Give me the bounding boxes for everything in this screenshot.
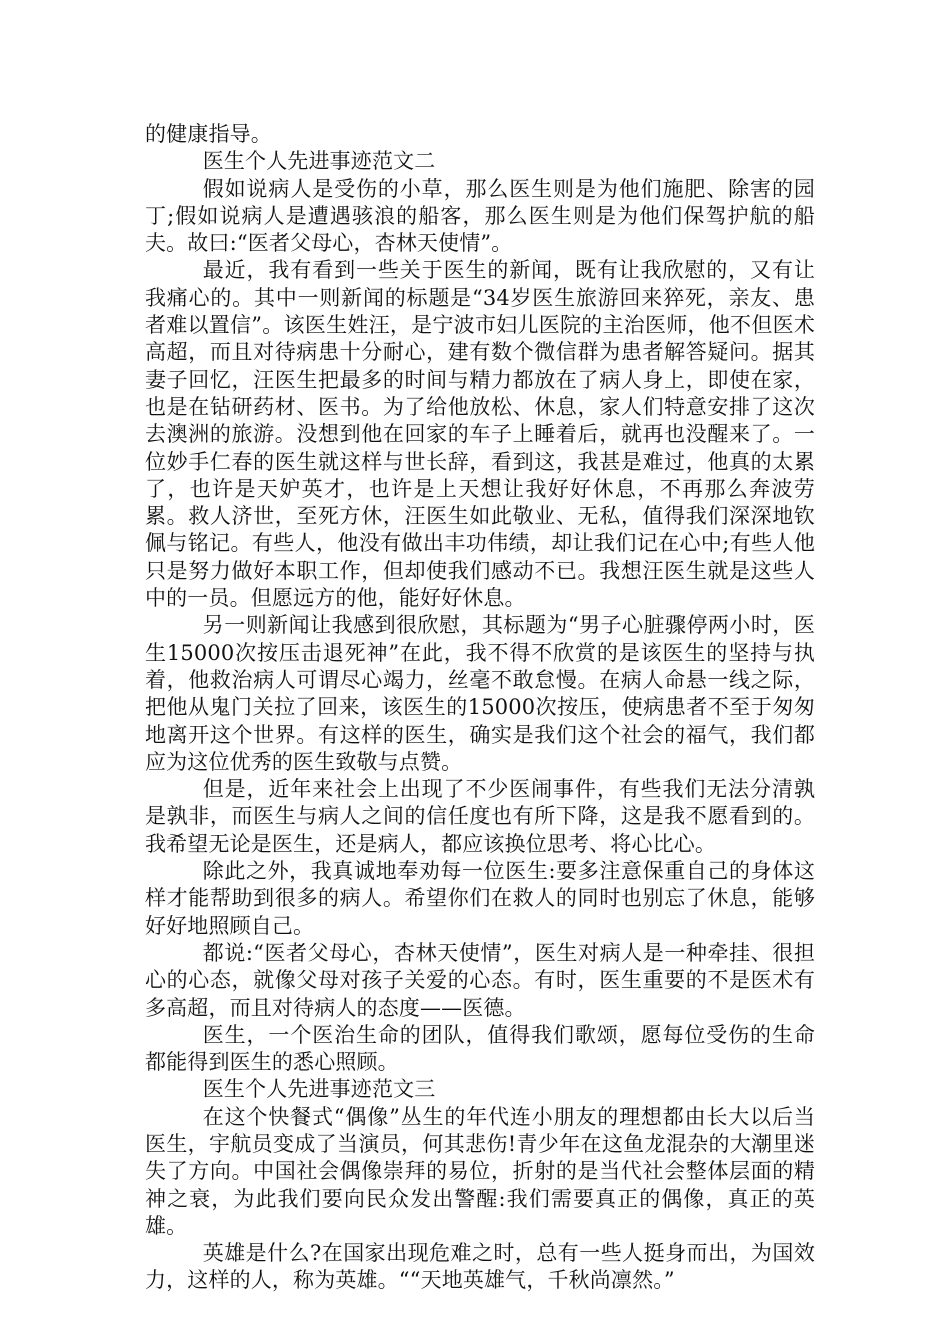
paragraph: 最近，我有看到一些关于医生的新闻，既有让我欣慰的，又有让我痛心的。其中一则新闻的标题是“34岁医生旅游回来猝死，亲友、患者难以置信”。该医生姓汪，是宁波市妇儿医院的主治医师，他不但医术高超，而且对待病患十分耐心，建有数个微信群为患者解答疑问。据其妻子回忆，汪医生把最多的时间与精力都放在了病人身上，即使在家，也是在钻研药材、医书。为了给他放松、休息，家人们特意安排了这次去澳洲的旅游。没想到他在回家的车子上睡着后，就再也没醒来了。一位妙手仁春的医生就这样与世长辞，看到这，我甚是难过，他真的太累了，也许是天妒英才，也许是上天想让我好好休息，不再那么奔波劳累。救人济世，至死方休，汪医生如此敬业、无私，值得我们深深地钦佩与铭记。有些人，他没有做出丰功伟绩，却让我们记在心中;有些人他只是努力做好本职工作，但却使我们感动不已。我想汪医生就是这些人中的一员。但愿远方的他，能好好休息。	[145, 258, 815, 611]
paragraph: 都说:“医者父母心，杏林天使情”，医生对病人是一种牵挂、很担心的心态，就像父母对孩子关爱的心态。有时，医生重要的不是医术有多高超，而且对待病人的态度——医德。	[145, 940, 815, 1020]
section-heading-2: 医生个人先进事迹范文二	[202, 149, 436, 174]
paragraph: 英雄是什么?在国家出现危难之时，总有一些人挺身而出，为国效力，这样的人，称为英雄。““天地英雄气，千秋尚凛然。”	[145, 1241, 815, 1293]
document-body	[145, 121, 815, 1295]
paragraph: 但是，近年来社会上出现了不少医闹事件，有些我们无法分清孰是孰非，而医生与病人之间的信任度也有所下降，这是我不愿看到的。我希望无论是医生，还是病人，都应该换位思考、将心比心。	[145, 777, 815, 856]
paragraph: 假如说病人是受伤的小草，那么医生则是为他们施肥、除害的园丁;假如说病人是遭遇骇浪的船客，那么医生则是为他们保驾护航的船夫。故曰:“医者父母心，杏林天使情”。	[145, 176, 815, 256]
paragraph: 除此之外，我真诚地奉劝每一位医生:要多注意保重自己的身体这样才能帮助到很多的病人。希望你们在救人的同时也别忘了休息，能够好好地照顾自己。	[145, 859, 815, 938]
paragraph: 在这个快餐式“偶像”丛生的年代连小朋友的理想都由长大以后当医生，宇航员变成了当演员，何其悲伤!青少年在这鱼龙混杂的大潮里迷失了方向。中国社会偶像崇拜的易位，折射的是当代社会整体层面的精神之衰，为此我们要向民众发出警醒:我们需要真正的偶像，真正的英雄。	[145, 1104, 815, 1238]
paragraph: 医生，一个医治生命的团队，值得我们歌颂，愿每位受伤的生命都能得到医生的悉心照顾。	[145, 1022, 815, 1075]
section-heading-3: 医生个人先进事迹范文三	[202, 1077, 436, 1102]
continuation-line: 的健康指导。	[145, 122, 272, 146]
paragraph: 另一则新闻让我感到很欣慰，其标题为“男子心脏骤停两小时，医生15000次按压击退死神”在此，我不得不欣赏的是该医生的坚持与执着，他救治病人可谓尽心竭力，丝毫不敢怠慢。在病人命悬一线之际，把他从鬼门关拉了回来，该医生的15000次按压，使病患者不至于匆匆地离开这个世界。有这样的医生，确实是我们这个社会的福气，我们都应为这位优秀的医生致敬与点赞。	[145, 613, 815, 774]
